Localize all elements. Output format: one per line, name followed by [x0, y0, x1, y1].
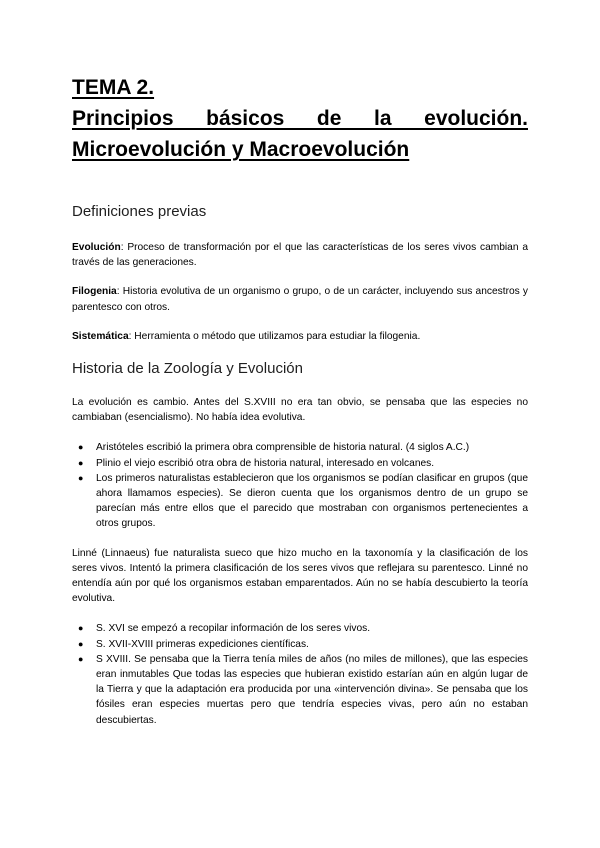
history-heading: Historia de la Zoología y Evolución: [72, 360, 303, 378]
document-title: [72, 72, 528, 165]
bullet-icon: ●: [78, 472, 84, 483]
history-bullets-2: [72, 621, 528, 727]
definition-evolucion: [72, 240, 528, 270]
definition-term: Filogenia: [72, 286, 117, 298]
definition-text: : Proceso de transformación por el que las características de los seres vivos cambian a través de las generaciones.: [72, 242, 528, 269]
definition-text: : Historia evolutiva de un organismo o grupo, o de un carácter, incluyendo sus ancestros y parentesco con otros.: [72, 286, 528, 313]
bullet-icon: ●: [78, 442, 84, 453]
definition-text: : Herramienta o método que utilizamos para estudiar la filogenia.: [128, 330, 421, 342]
linne-paragraph: Linné (Linnaeus) fue naturalista sueco que hizo mucho en la taxonomía y la clasificación de los seres vivos. Intentó la primera clasificación de los seres vivos que reflejara su parentesco. Linné no entendía aún por qué los organismos estaban emparentados. Aún no se había descubierto la teoría evolutiva.: [72, 547, 528, 605]
history-intro: La evolución es cambio. Antes del S.XVIII no era tan obvio, se pensaba que las especies no cambiaban (esencialismo). No había idea evolutiva.: [72, 397, 528, 424]
list-item: ● S. XVI se empezó a recopilar información de los seres vivos.: [96, 621, 528, 636]
title-line-3: Microevolución y Macroevolución: [72, 138, 410, 161]
title-line-2: Principios básicos de la evolución.: [72, 107, 528, 130]
history-bullets-1: [72, 440, 528, 531]
definition-term: Sistemática: [72, 330, 129, 342]
list-item: ● Aristóteles escribió la primera obra comprensible de historia natural. (4 siglos A.C.): [96, 440, 528, 455]
list-item: ● Plinio el viejo escribió otra obra de historia natural, interesado en volcanes.: [96, 456, 528, 471]
definition-term: Evolución: [72, 242, 121, 253]
bullet-icon: ●: [78, 457, 84, 468]
bullet-icon: ●: [78, 623, 84, 634]
definitions-heading: Definiciones previas: [72, 203, 207, 220]
document-page: [72, 72, 528, 728]
title-line-1: TEMA 2.: [72, 76, 155, 99]
bullet-icon: ●: [78, 638, 84, 649]
bullet-icon: ●: [78, 653, 84, 664]
list-item: ● S. XVII-XVIII primeras expediciones científicas.: [96, 637, 528, 652]
definition-sistematica: [72, 329, 528, 344]
list-item: ● S XVIII. Se pensaba que la Tierra tenía miles de años (no miles de millones), que las especies eran inmutables Que todas las especies que hubieran existido estarían aún en algún lugar de la Tierra y que la adaptación era producida por una «intervención divina». Se pensaba que los fósiles eran especies muertas pero que tendría especies vivas, pero aún no estaban descubiertas.: [78, 653, 528, 726]
list-item: ● Los primeros naturalistas establecieron que los organismos se podían clasificar en grupos (que ahora llamamos especies). Se dieron cuenta que los organismos dentro de un grupo se parecían más entre ellos que el parecido que mostraban con organismos pertenecientes a otros grupos.: [78, 472, 528, 530]
definition-filogenia: [72, 284, 528, 314]
